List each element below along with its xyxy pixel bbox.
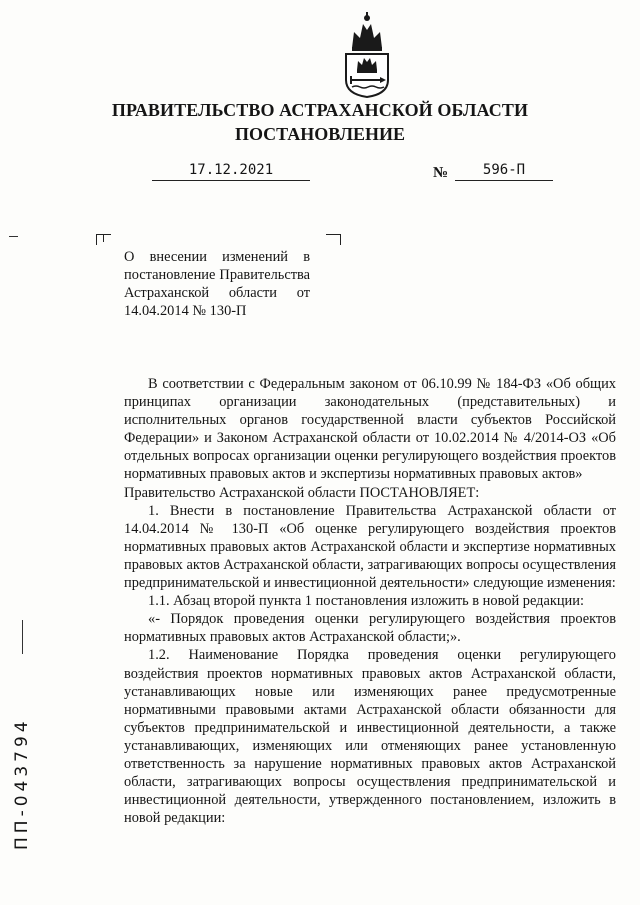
margin-dash <box>9 236 18 237</box>
body-paragraph: «- Порядок проведения оценки регулирующего воздействия проектов нормативных правовых актов Астраханской области;». <box>124 611 616 646</box>
body-paragraph: 1.2. Наименование Порядка проведения оценки регулирующего воздействия проектов нормативных правовых актов Астраханской области, устанавливающих новые или изменяющих ранее предусмотренные нормативными правовыми актами Астраханской области обязанности для субъектов предпринимательской и инвестиционной деятельности, а также устанавливающих, изменяющих или отменяющих ранее установленную ответственность за нарушение нормативных правовых актов Астраханской области, затрагивающих вопросы осуществления предпринимательской и инвестиционной деятельности, утвержденного постановлением, изложить в новой редакции: <box>124 647 616 827</box>
coat-of-arms-icon <box>342 10 392 98</box>
number-sign: № <box>433 165 449 181</box>
body-paragraph: Правительство Астраханской области ПОСТАНОВЛЯЕТ: <box>124 484 480 501</box>
body-paragraph: В соответствии с Федеральным законом от 06.10.99 № 184-ФЗ «Об общих принципах организации законодательных (представительных) и исполнительных органов государственной власти субъектов Российской Федерации» и Законом Астраханской области от 10.02.2014 № 4/2014-ОЗ «Об отдельных вопросах организации оценки регулирующего воздействия проектов нормативных правовых актов и экспертизы нормативных правовых актов» <box>124 376 616 483</box>
body-paragraph: 1. Внести в постановление Правительства Астраханской области от 14.04.2014 № 130-П «Об оценке регулирующего воздействия проектов нормативных правовых актов Астраханской области и экспертизе нормативных правовых актов Астраханской области, затрагивающих вопросы осуществления предпринимательской и инвестиционной деятельности» следующие изменения: <box>124 502 616 592</box>
organization-title: ПРАВИТЕЛЬСТВО АСТРАХАНСКОЙ ОБЛАСТИ <box>111 100 529 120</box>
serial-number: ПП-043794 <box>12 717 32 850</box>
subject-corner-right <box>326 234 341 245</box>
document-date: 17.12.2021 <box>152 162 310 181</box>
document-subject: О внесении изменений в постановление Правительства Астраханской области от 14.04.2014 № 130-П <box>124 249 310 319</box>
subject-corner-left-inner <box>103 234 112 242</box>
body-paragraph: 1.1. Абзац второй пункта 1 постановления изложить в новой редакции: <box>148 593 584 610</box>
margin-mark <box>22 620 23 654</box>
document-number: 596-П <box>455 162 553 181</box>
document-type: ПОСТАНОВЛЕНИЕ <box>234 124 406 144</box>
document-body <box>124 375 616 827</box>
